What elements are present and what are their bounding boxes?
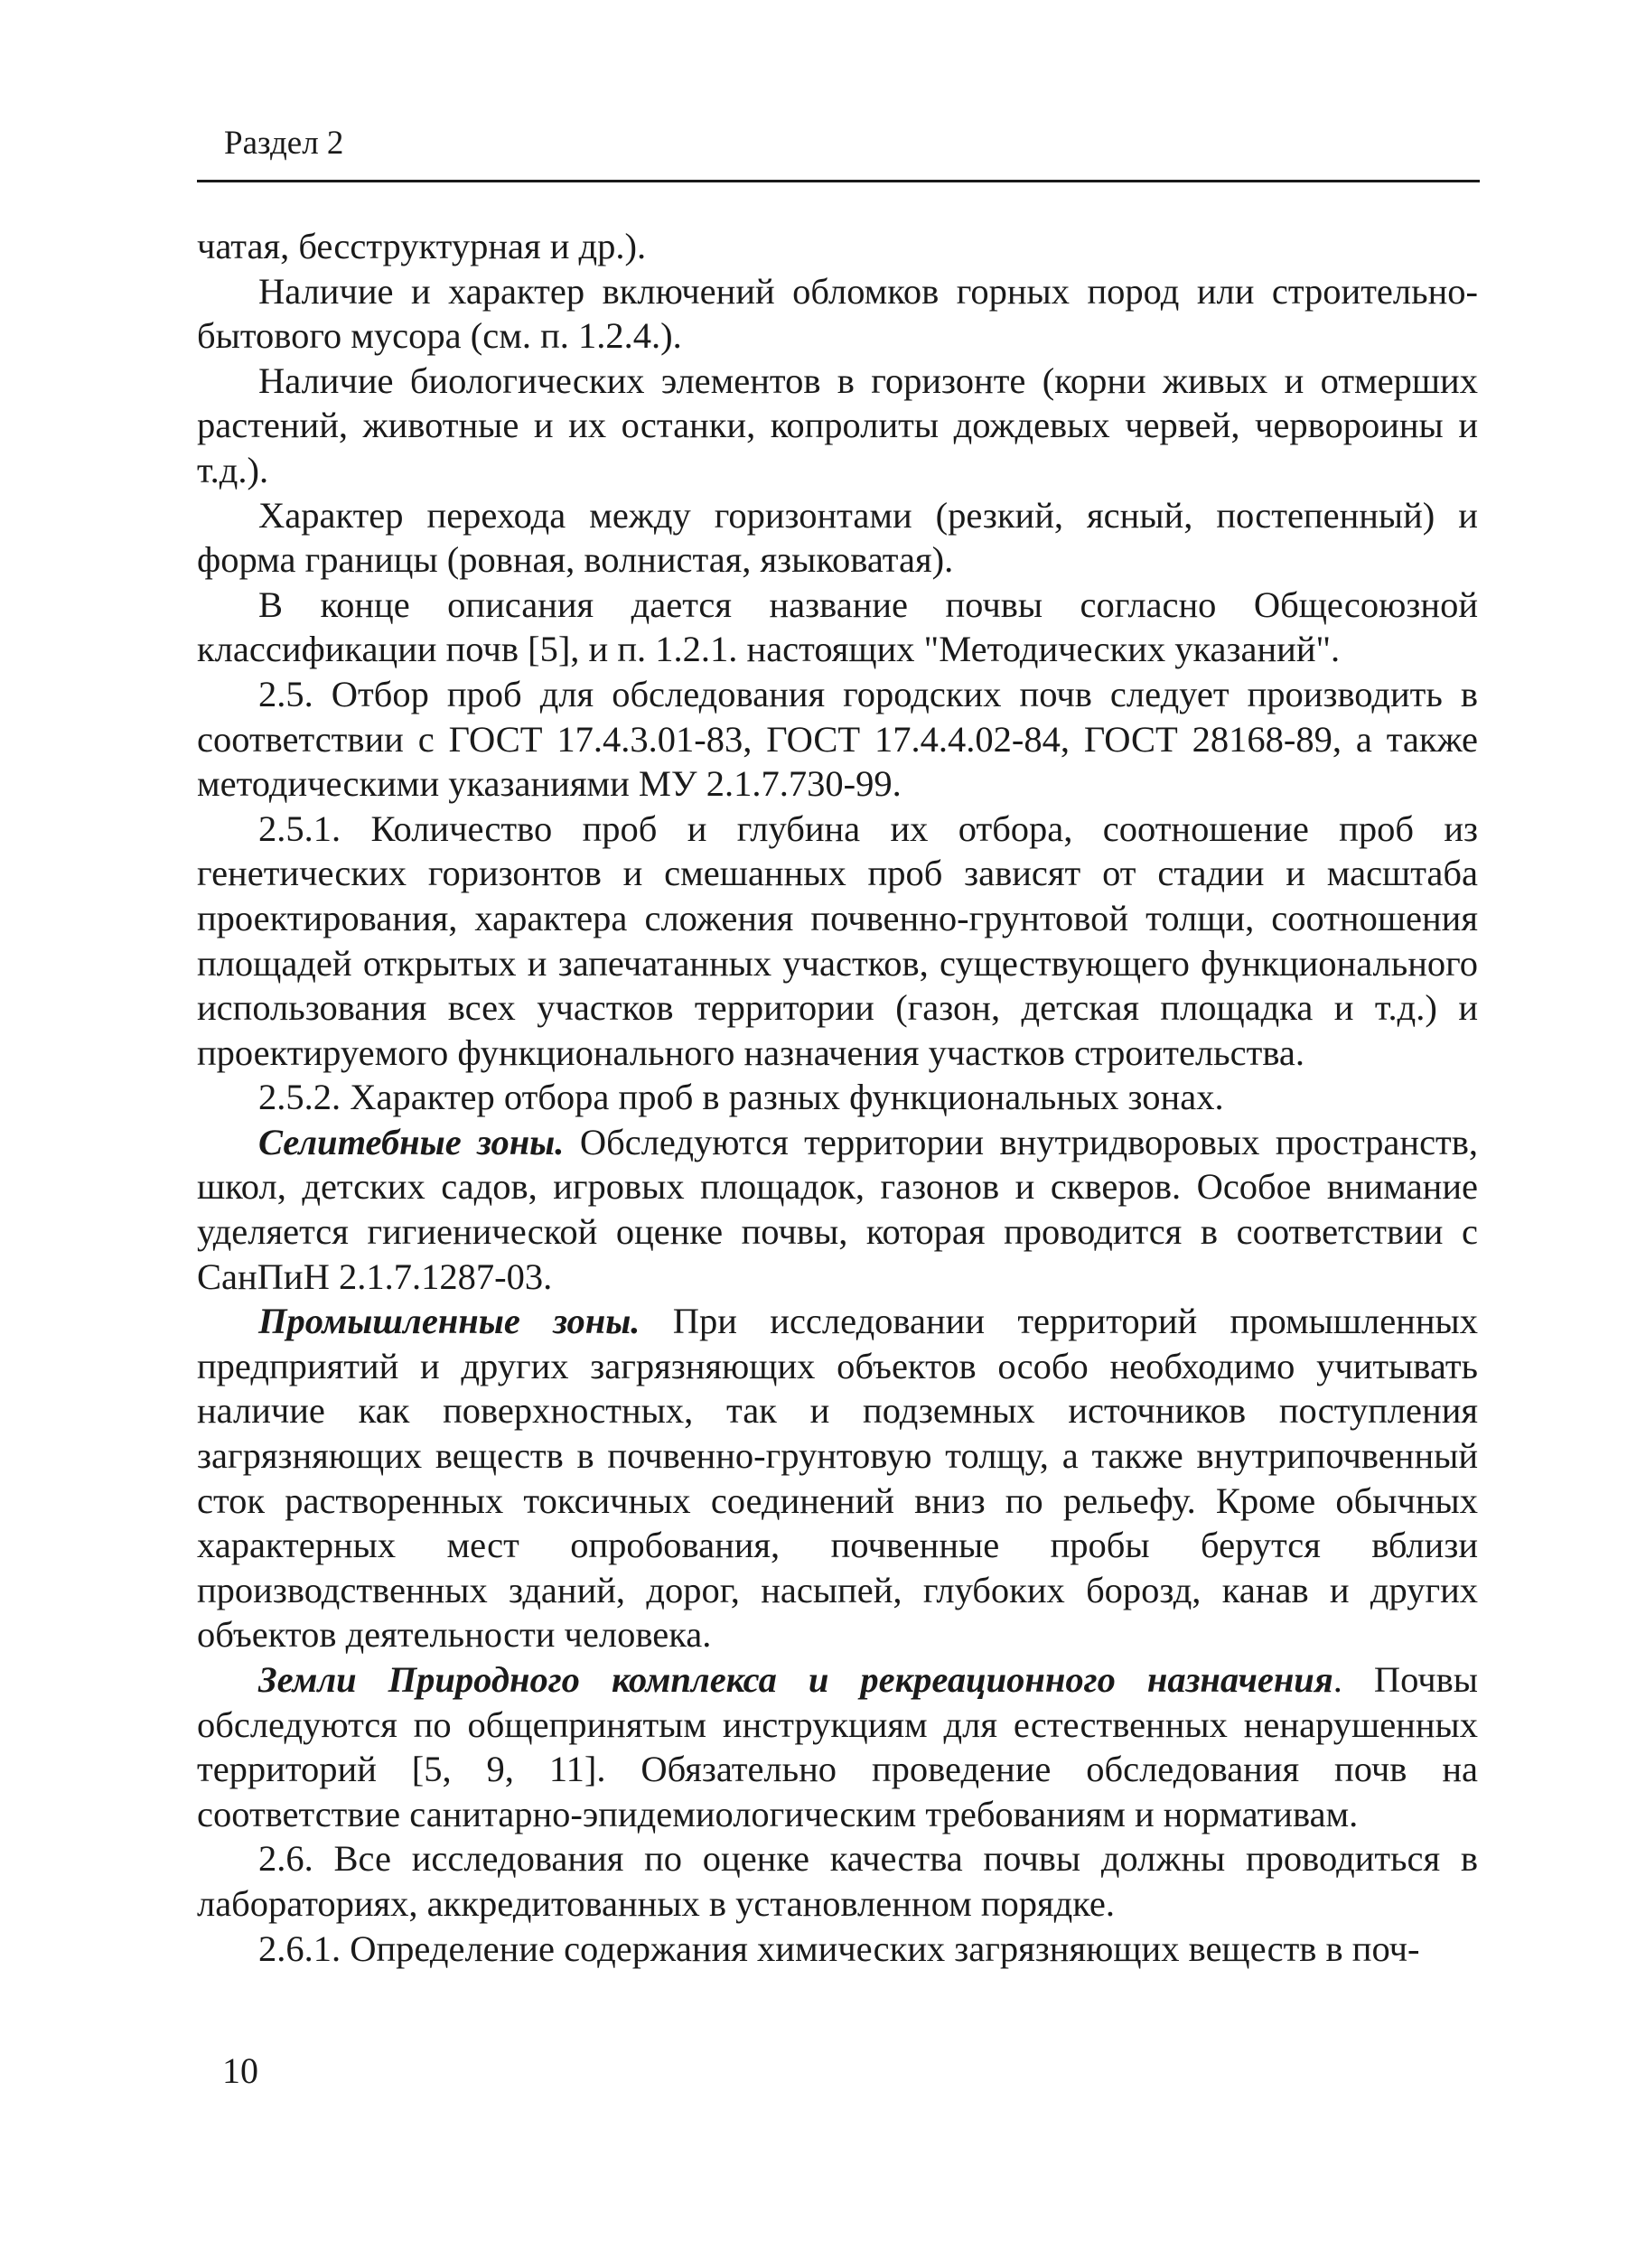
- paragraph-text: 2.5. Отбор проб для обследования городских почв следует производить в соответствии с ГОСТ 17.4.3.01-83, ГОСТ 17.4.4.02-84, ГОСТ 28168-89, а также методическими указаниями МУ 2.1.7.730-99.: [197, 673, 1478, 805]
- paragraph-text: чатая, бесструктурная и др.).: [197, 226, 647, 266]
- term-industrial-zones: Промышленные зоны.: [258, 1301, 641, 1342]
- paragraph-text: Обследуются территории внутридворовых пространств, школ, детских садов, игровых площадок, газонов и скверов. Особое внимание уделяется гигиенической оценке почвы, которая проводится в соответствии с СанПиН 2.1.7.1287-03.: [197, 1121, 1479, 1297]
- running-header-section: Раздел 2: [224, 125, 344, 162]
- paragraph-inclusions: [197, 269, 1478, 359]
- paragraph-text: В конце описания дается название почвы согласно Общесоюзной классификации почв [5], и п. 1.2.1. настоящих "Методических указаний".: [197, 583, 1478, 670]
- paragraph-text: Наличие и характер включений обломков горных пород или строительно-бытового мусора (см. п. 1.2.4.).: [197, 270, 1478, 357]
- paragraph-soil-name: [197, 583, 1478, 672]
- paragraph-text: Наличие биологических элементов в горизонте (корни живых и отмерших растений, животные и их останки, копролиты дождевых червей, червороины и т.д.).: [197, 359, 1478, 490]
- paragraph-text: 2.6.1. Определение содержания химических загрязняющих веществ в поч-: [258, 1927, 1420, 1969]
- paragraph-2-5-2-functional-zones: [197, 1075, 1478, 1120]
- paragraph-text: . Почвы обследуются по общепринятым инструкциям для естественных ненарушенных территорий [5, 9, 11]. Обязательно проведение обследования почв на соответствие санитарно-эпидемиологическим требованиям и нормативам.: [197, 1659, 1478, 1834]
- paragraph-text: При исследовании территорий промышленных предприятий и других загрязняющих объектов особо необходимо учитывать наличие как поверхностных, так и подземных источников поступления загрязняющих веществ в почвенно-грунтовую толщу, а также внутрипочвенный сток растворенных токсичных соединений вниз по рельефу. Кроме обычных характерных мест опробования, почвенные пробы берутся вблизи производственных зданий, дорог, насыпей, глубоких борозд, канав и других объектов деятельности человека.: [197, 1301, 1478, 1656]
- paragraph-continuation: [197, 224, 1478, 269]
- paragraph-horizon-transition: [197, 493, 1478, 583]
- paragraph-2-5-sampling: [197, 672, 1478, 807]
- page-number: 10: [222, 2050, 258, 2091]
- body-text: [197, 224, 1478, 1971]
- term-natural-recreation-lands: Земли Природного комплекса и рекреационного назначения: [258, 1659, 1333, 1700]
- paragraph-text: Характер перехода между горизонтами (резкий, ясный, постепенный) и форма границы (ровная, волнистая, языковатая).: [197, 494, 1478, 581]
- paragraph-2-6-1-chemical-content: [197, 1927, 1478, 1972]
- paragraph-2-5-1-sample-count: [197, 807, 1478, 1076]
- paragraph-residential-zones: [197, 1120, 1478, 1299]
- paragraph-industrial-zones: [197, 1299, 1478, 1657]
- header-rule: [197, 180, 1480, 182]
- paragraph-2-6-laboratories: [197, 1836, 1478, 1926]
- term-residential-zones: Селитебные зоны.: [258, 1121, 565, 1162]
- paragraph-biological-elements: [197, 359, 1478, 493]
- paragraph-text: 2.5.2. Характер отбора проб в разных функциональных зонах.: [258, 1077, 1224, 1118]
- paragraph-text: 2.6. Все исследования по оценке качества почвы должны проводиться в лабораториях, аккредитованных в установленном порядке.: [197, 1838, 1478, 1924]
- paragraph-natural-recreation-lands: [197, 1657, 1478, 1836]
- paragraph-text: 2.5.1. Количество проб и глубина их отбора, соотношение проб из генетических горизонтов и смешанных проб зависят от стадии и масштаба проектирования, характера сложения почвенно-грунтовой толщи, соотношения площадей открытых и запечатанных участков, существующего функционального использования всех участков территории (газон, детская площадка и т.д.) и проектируемого функционального назначения участков строительства.: [197, 807, 1478, 1073]
